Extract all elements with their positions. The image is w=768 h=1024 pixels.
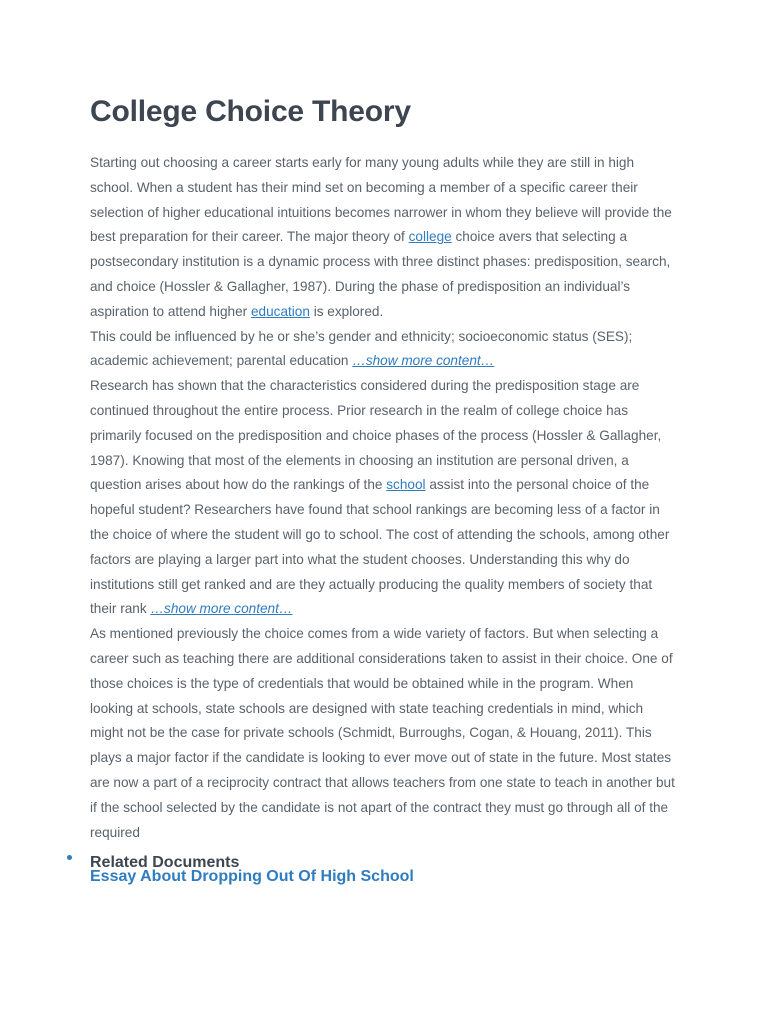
show-more-link[interactable]: …show more content… [150,601,293,617]
article-body [90,151,680,845]
list-bullet [67,855,72,860]
college-link[interactable]: college [408,229,452,245]
paragraph-4 [90,622,680,845]
paragraph-text: As mentioned previously the choice comes from a wide variety of factors. But when selecting a career such as teaching there are additional considerations taken to assist in their choice. One of those choices is the type of credentials that would be obtained while in the program. When looking at schools, state schools are designed with state teaching credentials in mind, which might not be the case for private schools (Schmidt, Burroughs, Cogan, & Houang, 2011). This plays a major factor if the candidate is looking to ever move out of state in the future. Most states are now a part of a reciprocity contract that allows teachers from one state to teach in another but if the school selected by the candidate is not apart of the contract they must go through all of the required [90,626,675,840]
show-more-link[interactable]: …show more content… [352,353,495,369]
paragraph-text: This could be influenced by he or she’s gender and ethnicity; socioeconomic status (SES); academic achievement; parental education [90,328,633,369]
paragraph-text: Research has shown that the characteristics considered during the predisposition stage are continued throughout the entire process. Prior research in the realm of college choice has primarily focused on the predisposition and choice phases of the process (Hossler & Gallagher, 1987). Knowing that most of the elements in choosing an institution are personal driven, a question arises about how do the rankings of the [90,378,662,493]
paragraph-3 [90,374,680,622]
paragraph-1 [90,151,680,325]
paragraph-text: assist into the personal choice of the hopeful student? Researchers have found that school rankings are becoming less of a factor in the choice of where the student will go to school. The cost of attending the schools, among other factors are playing a larger part into what the student chooses. Understanding this why do institutions still get ranked and are they actually producing the quality members of society that their rank [90,477,670,617]
related-document-link[interactable]: Essay About Dropping Out Of High School [90,868,414,885]
education-link[interactable]: education [250,303,310,319]
related-documents-heading: Related Documents [90,854,240,872]
paragraph-text: is explored. [309,303,384,319]
page-title: College Choice Theory [90,95,411,128]
paragraph-2 [90,325,680,375]
article [90,92,680,874]
paragraph-text: Starting out choosing a career starts early for many young adults while they are still in high school. When a student has their mind set on becoming a member of a specific career their selection of higher educational intuitions becomes narrower in whom they believe will provide the best preparation for their career. The major theory of [90,155,672,245]
paragraph-text: choice avers that selecting a postsecondary institution is a dynamic process with three distinct phases: predisposition, search, and choice (Hossler & Gallagher, 1987). During the phase of predisposition an individual’s aspiration to attend higher [90,229,671,319]
school-link[interactable]: school [386,477,426,493]
